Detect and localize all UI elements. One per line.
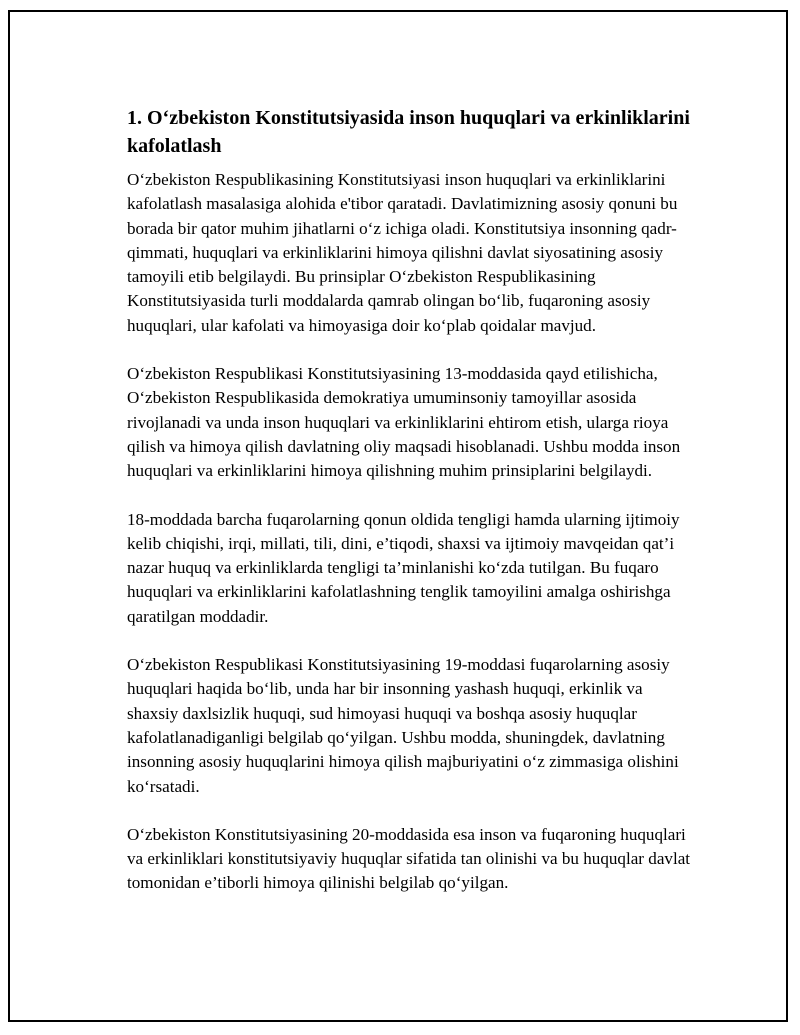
paragraph-article-19: O‘zbekiston Respublikasi Konstitutsiyasining 19-moddasi fuqarolarning asosiy huquqlari haqida bo‘lib, unda har bir insonning yashash huquqi, erkinlik va shaxsiy daxlsizlik huquqi, sud himoyasi huquqi va boshqa asosiy huquqlar kafolatlanadiganligi belgilab qo‘yilgan. Ushbu modda, shuningdek, davlatning insonning asosiy huquqlarini himoya qilish majburiyatini o‘z zimmasiga olishini ko‘rsatadi. [127, 655, 679, 796]
paragraph-article-18: 18-moddada barcha fuqarolarning qonun oldida tengligi hamda ularning ijtimoiy kelib chiqishi, irqi, millati, tili, dini, e’tiqodi, shaxsi va ijtimoiy mavqeidan qat’i nazar huquq va erkinliklarda tengligi ta’minlanishi ko‘zda tutilgan. Bu fuqaro huquqlari va erkinliklarini kafolatlashning tenglik tamoyilini amalga oshirishga qaratilgan moddadir. [127, 509, 680, 626]
paragraph-article-20: O‘zbekiston Konstitutsiyasining 20-moddasida esa inson va fuqaroning huquqlari va erkinliklari konstitutsiyaviy huquqlar sifatida tan olinishi va bu huquqlar davlat tomonidan e’tiborli himoya qilinishi belgilab qo‘yilgan. [127, 824, 691, 893]
page-frame [8, 10, 788, 1022]
document-body [127, 104, 697, 920]
paragraph-article-13: O‘zbekiston Respublikasi Konstitutsiyasining 13-moddasida qayd etilishicha, O‘zbekiston Respublikasida demokratiya umuminsoniy tamoyillar asosida rivojlanadi va unda inson huquqlari va erkinliklarini ehtirom etish, ularga rioya qilish va himoya qilish davlatning oliy maqsadi hisoblanadi. Ushbu modda inson huquqlari va erkinliklarini himoya qilishning muhim prinsiplarini belgilaydi. [127, 364, 681, 481]
section-heading: 1. O‘zbekiston Konstitutsiyasida inson huquqlari va erkinliklarini kafolatlash [127, 107, 690, 157]
paragraph-intro: O‘zbekiston Respublikasining Konstitutsiyasi inson huquqlari va erkinliklarini kafolatlash masalasiga alohida e'tibor qaratadi. Davlatimizning asosiy qonuni bu borada bir qator muhim jihatlarni o‘z ichiga oladi. Konstitutsiya insonning qadr-qimmati, huquqlari va erkinliklarini himoya qilishni davlat siyosatining asosiy tamoyili etib belgilaydi. Bu prinsiplar O‘zbekiston Respublikasining Konstitutsiyasida turli moddalarda qamrab olingan bo‘lib, fuqaroning asosiy huquqlari, ular kafolati va himoyasiga doir ko‘plab qoidalar mavjud. [127, 170, 678, 335]
